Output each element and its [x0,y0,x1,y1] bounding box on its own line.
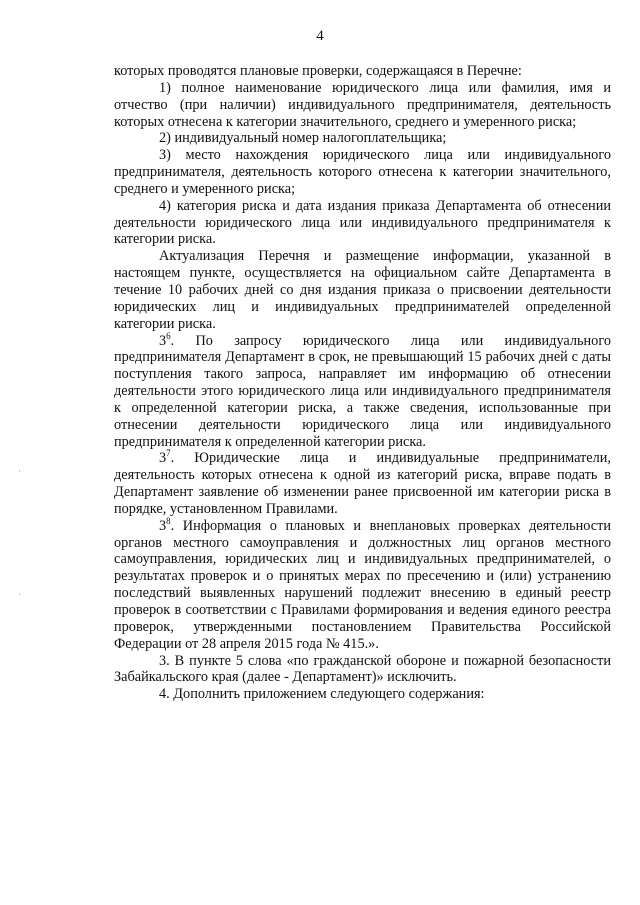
clause-text: . Юридические лица и индивидуальные предприниматели, деятельность которых отнесена к одной из категорий риска, вправе подать в Департамент заявление об изменении ранее присвоенной им категории риска в порядке, установленном Правилами. [114,450,611,517]
clause-superscript: 7 [166,448,171,459]
clause-superscript: 6 [166,330,171,341]
paragraph: Актуализация Перечня и размещение информации, указанной в настоящем пункте, осуществляется на официальном сайте Департамента в течение 10 рабочих дней со дня издания приказа о присвоении деятельности юридических лиц и индивидуальных предпринимателей определенной категории риска. [114,248,611,332]
page-number: 4 [316,28,324,44]
clause-text: . По запросу юридического лица или индивидуального предпринимателя Департамент в срок, не превышающий 15 рабочих дней с даты поступления такого запроса, направляет им информацию об отнесении деятельности этого юридического лица или индивидуального предпринимателя к определенной категории риска, а также сведения, использованные при отнесении деятельности юридического лица или индивидуального предпринимателя к определенной категории риска. [114,332,611,450]
clause-text: . Информация о плановых и внеплановых проверках деятельности органов местного самоуправления и должностных лиц органов местного самоуправления, юридических лиц и индивидуальных предпринимателей, о результатах проверок и о принятых мерах по пресечению и (или) устранению последствий выявленных нарушений подлежит внесению в единый реестр проверок в соответствии с Правилами формирования и ведения единого реестра проверок, утвержденными постановлением Правительства Российской Федерации от 28 апреля 2015 года № 415.». [114,517,611,652]
clause-number: 3 [159,517,167,534]
clause-number: 3 [159,332,167,349]
paragraph: 2) индивидуальный номер налогоплательщика; [159,130,447,147]
paragraph: которых проводятся плановые проверки, содержащаяся в Перечне: [114,63,522,79]
margin-mark [19,470,20,472]
paragraph [114,515,611,653]
paragraph: 3) место нахождения юридического лица или индивидуального предпринимателя, деятельность которого отнесена к категории значительного, среднего и умеренного риска; [114,147,611,197]
paragraph [114,330,611,451]
clause-number: 3 [159,450,167,467]
paragraph: 3. В пункте 5 слова «по гражданской обороне и пожарной безопасности Забайкальского края (далее - Департамент)» исключить. [114,652,611,686]
paragraph: 4. Дополнить приложением следующего содержания: [159,686,485,703]
clause-superscript: 8 [166,515,171,526]
margin-mark [19,593,20,595]
paragraph: 4) категория риска и дата издания приказа Департамента об отнесении деятельности юридического лица или индивидуального предпринимателя к категории риска. [114,197,611,248]
document-body [114,63,611,703]
paragraph [114,450,611,517]
paragraph: 1) полное наименование юридического лица или фамилия, имя и отчество (при наличии) индивидуального предпринимателя, деятельность которых отнесена к категории значительного, среднего и умеренного риска; [114,79,611,130]
